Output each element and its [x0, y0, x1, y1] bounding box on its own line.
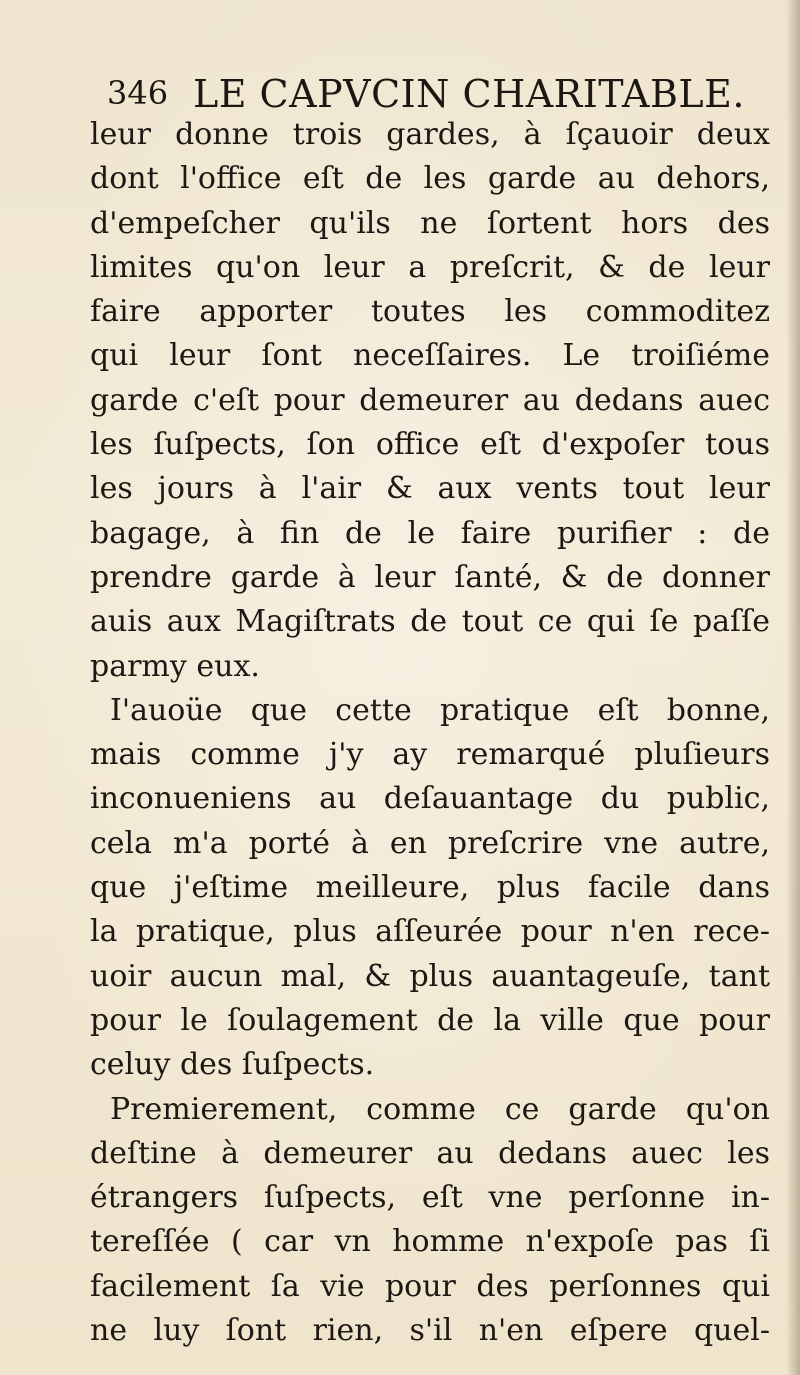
running-title: LE CAPVCIN CHARITABLE.: [193, 72, 745, 116]
text-line: mais comme j'y ay remarqué pluſieurs: [90, 737, 770, 773]
text-line: limites qu'on leur a preſcrit, & de leur: [90, 249, 770, 285]
text-line: faire apporter toutes les commoditez: [90, 294, 770, 330]
text-line: inconueniens au deſauantage du public,: [90, 781, 770, 817]
text-line: que j'eſtime meilleure, plus facile dans: [90, 870, 770, 906]
text-line: prendre garde à leur ſanté, & de donner: [90, 559, 770, 595]
text-line: leur donne trois gardes, à ſçauoir deux: [90, 117, 770, 152]
page-edge-shadow: [786, 0, 800, 1375]
text-line: la pratique, plus aſſeurée pour n'en rece-: [90, 914, 770, 950]
text-line: pour le ſoulagement de la ville que pour: [90, 1002, 770, 1038]
text-line: cela m'a porté à en preſcrire vne autre,: [90, 825, 770, 861]
text-line: étrangers ſuſpects, eſt vne perſonne in-: [90, 1180, 770, 1216]
text-line: uoir aucun mal, & plus auantageuſe, tant: [90, 958, 770, 994]
text-line: garde c'eſt pour demeurer au dedans auec: [90, 382, 770, 418]
text-line: tereſſée ( car vn homme n'expoſe pas ſi: [90, 1224, 770, 1260]
text-line: dont l'office eſt de les garde au dehors,: [90, 161, 770, 197]
text-line: qui leur ſont neceſſaires. Le troiſiéme: [90, 338, 770, 374]
paragraph-first-line: Premierement, comme ce garde qu'on: [110, 1091, 770, 1127]
text-line: bagage, à fin de le faire purifier : de: [90, 515, 770, 551]
text-line: auis aux Magiſtrats de tout ce qui ſe paſſe: [90, 604, 770, 640]
text-line: les ſuſpects, ſon office eſt d'expoſer tous: [90, 427, 770, 463]
text-line: deſtine à demeurer au dedans auec les: [90, 1135, 770, 1171]
text-line: les jours à l'air & aux vents tout leur: [90, 471, 770, 507]
text-body: [90, 113, 770, 1353]
text-line: facilement ſa vie pour des perſonnes qui: [90, 1268, 770, 1304]
paragraph-end-line: parmy eux.: [90, 648, 260, 684]
text-line: ne luy ſont rien, s'il n'en eſpere quel-: [90, 1313, 770, 1349]
paragraph-first-line: I'auoüe que cette pratique eſt bonne,: [110, 692, 770, 728]
text-line: d'empeſcher qu'ils ne ſortent hors des: [90, 205, 770, 241]
paragraph-end-line: celuy des ſuſpects.: [90, 1047, 375, 1083]
page-number: 346: [107, 74, 169, 112]
